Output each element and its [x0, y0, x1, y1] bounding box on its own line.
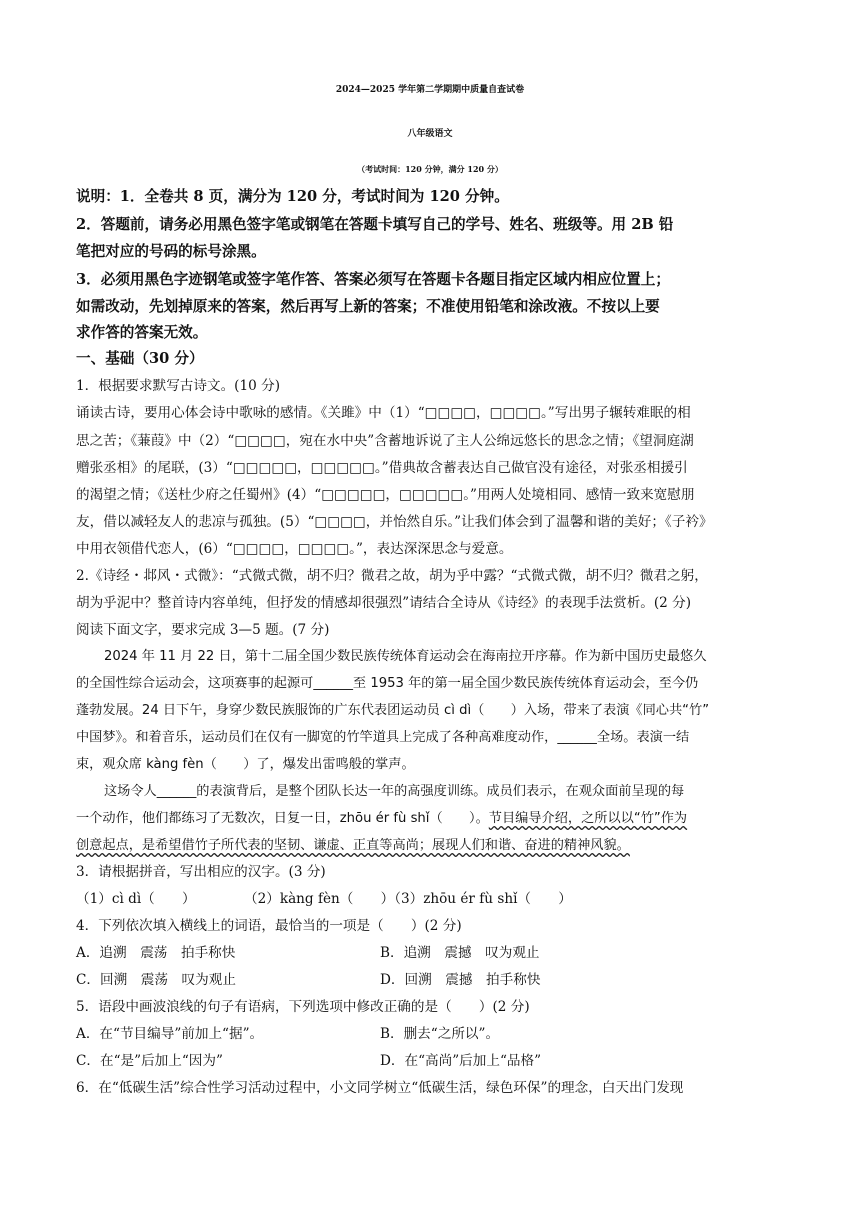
passage-line: [76, 809, 786, 829]
passage-line: 束，观众席 kàng fèn（ ）了，爆发出雷鸣般的掌声。: [76, 757, 415, 772]
question-1-text: 诵读古诗，要用心体会诗中歌咏的感情。《关雎》中（1）“□□□□，□□□□。”写出男子辗转难眠的相: [76, 405, 691, 421]
question-1-text: 中用衣领借代恋人，(6）“□□□□，□□□□。”，表达深深思念与爱意。: [76, 541, 513, 557]
passage-line: 蓬勃发展。24 日下午，身穿少数民族服饰的广东代表团运动员 cì dì（ ）入场，带来了表演《同心共“竹”: [76, 703, 710, 718]
instruction-line: 2．答题前，请务必用黑色签字笔或钢笔在答题卡填写自己的学号、姓名、班级等。用 2B 铅: [76, 216, 674, 233]
question-2-text: 胡为乎泥中？整首诗内容单纯，但抒发的情感却很强烈”请结合全诗从《诗经》的表现手法赏析。(2 分): [76, 595, 692, 611]
passage-line: 这场令人______的表演背后，是整个团队长达一年的高强度训练。成员们表示，在观众面前呈现的每: [104, 784, 685, 799]
question-4-option-b: B．追溯 震撼 叹为观止: [380, 945, 540, 961]
instruction-line: 说明：1．全卷共 8 页，满分为 120 分，考试时间为 120 分钟。: [76, 188, 509, 205]
question-3-item: （2）kàng fèn（ ）（3）zhōu ér fù shǐ（ ）: [244, 891, 572, 907]
question-1-stem: 1．根据要求默写古诗文。(10 分): [76, 378, 280, 394]
question-4-option-a: A．追溯 震荡 拍手称快: [76, 945, 236, 961]
question-2-text: 2.《诗经・邶风・式微》：“式微式微，胡不归？微君之故，胡为乎中露？“式微式微，胡不归？微君之躬，: [76, 568, 708, 584]
passage-line: [76, 836, 786, 856]
question-5-option-c: C．在“是”后加上“因为”: [76, 1053, 223, 1069]
question-1-text: 赠张丞相》的尾联，(3）“□□□□□，□□□□□。”借典故含蓄表达自己做官没有途径，对张丞相援引: [76, 460, 688, 476]
question-1-text: 思之苦；《蒹葭》中（2）“□□□□，宛在水中央”含蓄地诉说了主人公绵远悠长的思念之情；《望洞庭湖: [76, 433, 694, 449]
instruction-line: 笔把对应的号码的标号涂黑。: [76, 243, 266, 260]
question-5-stem: 5．语段中画波浪线的句子有语病，下列选项中修改正确的是（ ）(2 分): [76, 999, 530, 1015]
passage-line: 中国梦》。和着音乐，运动员们在仅有一脚宽的竹竿道具上完成了各种高难度动作，______全场。表演一结: [76, 730, 690, 745]
exam-title: 2024—2025 学年第二学期期中质量自查试卷: [335, 85, 525, 95]
question-3-stem: 3．请根据拼音，写出相应的汉字。(3 分): [76, 864, 326, 880]
exam-subject: 八年级语文: [407, 129, 453, 139]
question-4-stem: 4．下列依次填入横线上的词语，最恰当的一项是（ ）(2 分): [76, 918, 462, 934]
question-5-option-a: A．在“节目编导”前加上“据”。: [76, 1026, 264, 1042]
exam-time-note: （考试时间：120 分钟，满分 120 分）: [357, 164, 503, 174]
question-4-option-c: C．回溯 震荡 叹为观止: [76, 972, 236, 988]
instruction-line: 如需改动，先划掉原来的答案，然后再写上新的答案；不准使用铅笔和涂改液。不按以上要: [76, 298, 660, 315]
question-6-stem: 6．在“低碳生活”综合性学习活动过程中，小文同学树立“低碳生活，绿色环保”的理念，白天出门发现: [76, 1080, 684, 1096]
passage-line: 的全国性综合运动会，这项赛事的起源可______至 1953 年的第一届全国少数民族传统体育运动会，至今仍: [76, 676, 699, 691]
reading-intro: 阅读下面文字，要求完成 3—5 题。(7 分): [76, 622, 330, 638]
question-5-option-b: B．删去“之所以”。: [380, 1026, 500, 1042]
question-1-text: 的渴望之情；《送杜少府之任蜀州》(4）“□□□□□，□□□□□。”用两人处境相同、感情一致来宽慰朋: [76, 487, 695, 503]
question-3-item: （1）cì dì（ ）: [76, 891, 196, 907]
section-heading: 一、基础（30 分）: [76, 350, 204, 367]
question-1-text: 友，借以减轻友人的悲凉与孤独。(5）“□□□□，并怡然自乐。”让我们体会到了温馨和谐的美好；《子衿》: [76, 514, 713, 530]
instruction-line: 3．必须用黑色字迹钢笔或签字笔作答、答案必须写在答题卡各题目指定区域内相应位置上；: [76, 271, 670, 288]
passage-line: 2024 年 11 月 22 日，第十二届全国少数民族传统体育运动会在海南拉开序幕。作为新中国历史最悠久: [104, 649, 707, 664]
question-4-option-d: D．回溯 震撼 拍手称快: [380, 972, 541, 988]
wavy-sentence: 创意起点，是希望借竹子所代表的坚韧、谦虚、正直等高尚；展现人们和谐、奋进的精神风貌。: [76, 838, 630, 853]
question-5-option-d: D．在“高尚”后加上“品格”: [380, 1053, 542, 1069]
wavy-sentence: 节目编导介绍，之所以以“竹”作为: [488, 811, 688, 826]
instruction-line: 求作答的答案无效。: [76, 324, 208, 341]
passage-text: 一个动作，他们都练习了无数次，日复一日，zhōu ér fù shǐ（ ）。: [76, 811, 489, 826]
